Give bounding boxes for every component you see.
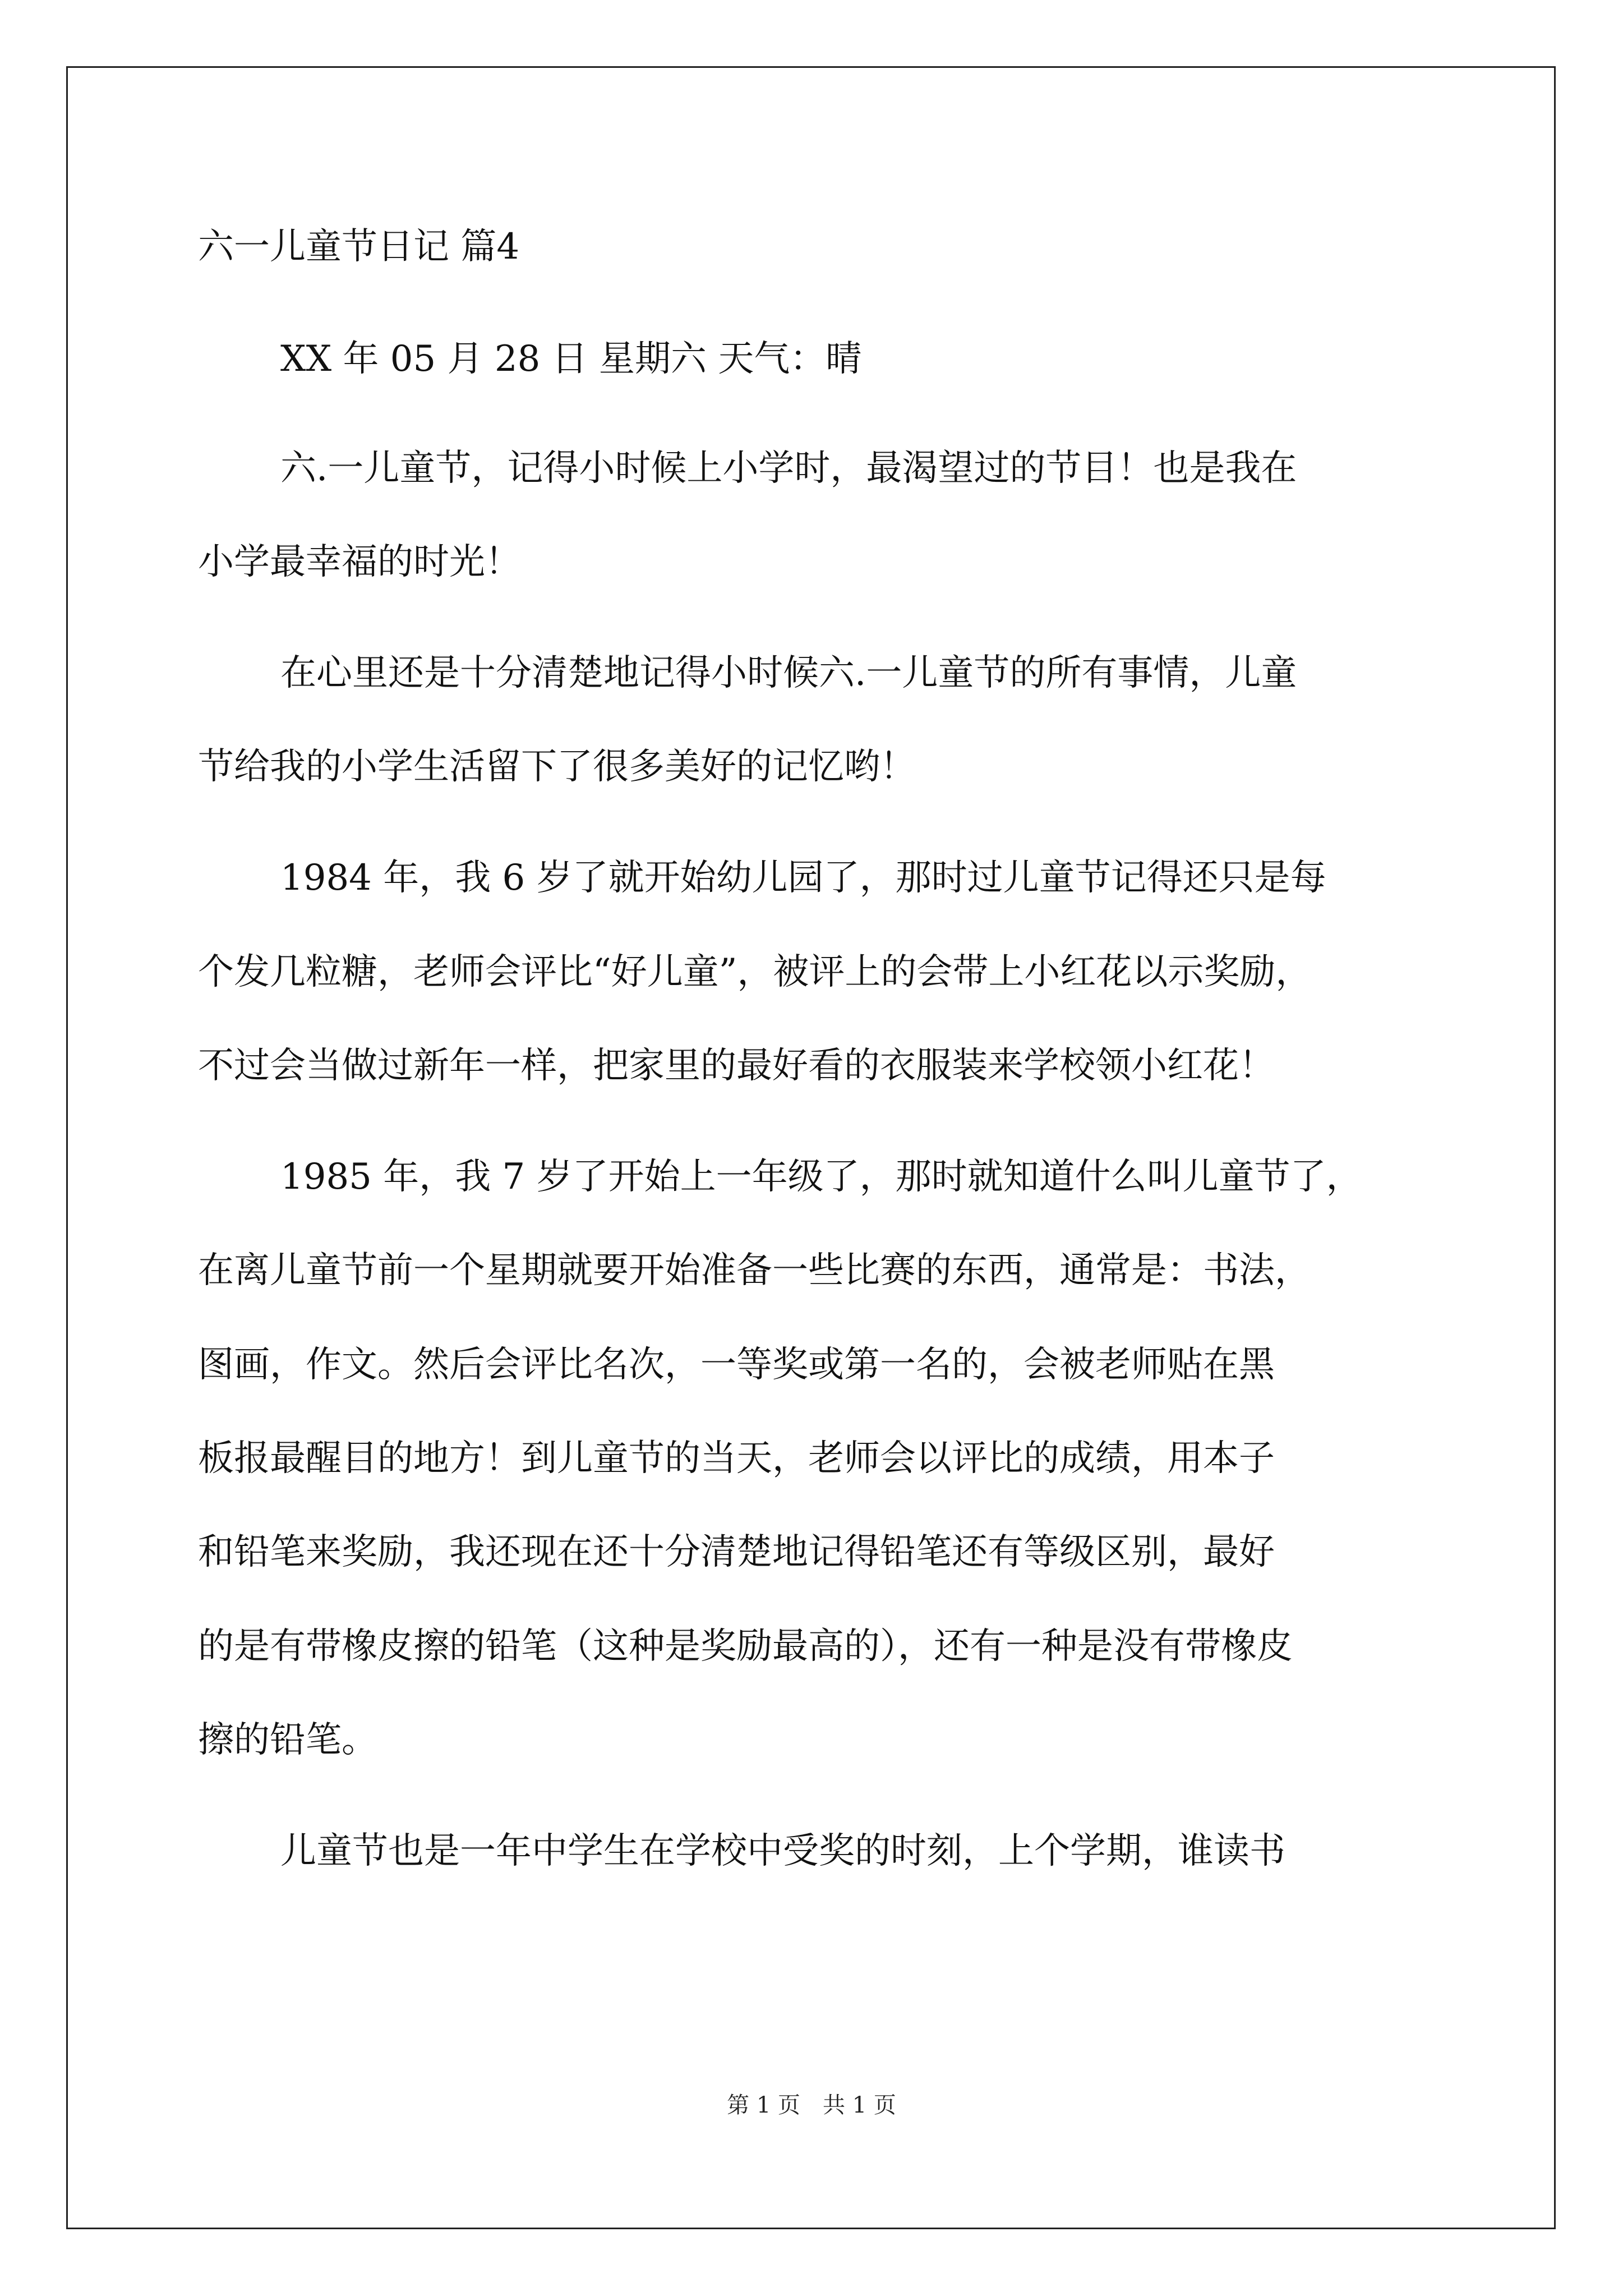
paragraph-line: 节给我的小学生活留下了很多美好的记忆哟！ bbox=[198, 746, 916, 788]
page-footer: 第 1 页 共 1 页 bbox=[727, 2092, 896, 2118]
paragraph-line: 不过会当做过新年一样，把家里的最好看的衣服装来学校领小红花！ bbox=[198, 1045, 1275, 1087]
paragraph-line: 在心里还是十分清楚地记得小时候六.一儿童节的所有事情，儿童 bbox=[280, 652, 1297, 694]
paragraph-line: 板报最醒目的地方！到儿童节的当天，老师会以评比的成绩，用本子 bbox=[198, 1438, 1275, 1479]
page-border bbox=[66, 66, 1556, 2229]
paragraph-line: 图画，作文。然后会评比名次，一等奖或第一名的，会被老师贴在黑 bbox=[198, 1344, 1275, 1386]
paragraph-line: 小学最幸福的时光！ bbox=[198, 541, 521, 583]
paragraph-line: 六.一儿童节，记得小时候上小学时，最渴望过的节目！也是我在 bbox=[280, 448, 1297, 489]
paragraph-line: 1985 年，我 7 岁了开始上一年级了，那时就知道什么叫儿童节了， bbox=[280, 1156, 1362, 1198]
diary-date-line: XX 年 05 月 28 日 星期六 天气：晴 bbox=[280, 338, 862, 380]
paragraph-line: 在离儿童节前一个星期就要开始准备一些比赛的东西，通常是：书法， bbox=[198, 1250, 1311, 1291]
paragraph-line: 和铅笔来奖励，我还现在还十分清楚地记得铅笔还有等级区别，最好 bbox=[198, 1531, 1275, 1573]
paragraph-line: 儿童节也是一年中学生在学校中受奖的时刻，上个学期，谁读书 bbox=[280, 1830, 1285, 1872]
paragraph-line: 个发几粒糖，老师会评比“好儿童”，被评上的会带上小红花以示奖励， bbox=[198, 951, 1312, 993]
document-title: 六一儿童节日记 篇4 bbox=[198, 226, 520, 268]
paragraph-line: 的是有带橡皮擦的铅笔（这种是奖励最高的），还有一种是没有带橡皮 bbox=[198, 1626, 1293, 1667]
paragraph-line: 擦的铅笔。 bbox=[198, 1719, 377, 1761]
paragraph-line: 1984 年，我 6 岁了就开始幼儿园了，那时过儿童节记得还只是每 bbox=[280, 857, 1326, 899]
